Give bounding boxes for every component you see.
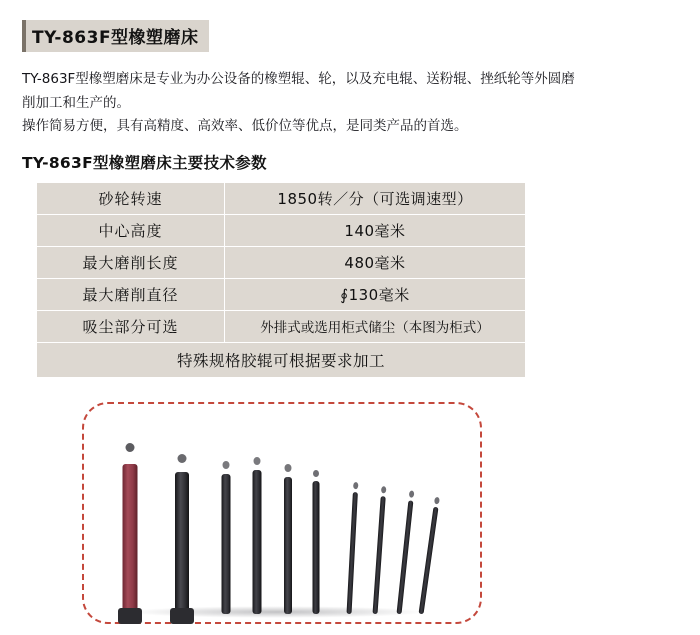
spec-value: 480毫米 [225, 246, 526, 278]
roller-dark-4 [310, 474, 322, 614]
spec-label: 砂轮转速 [37, 182, 225, 214]
table-row [37, 342, 526, 377]
spec-value: 140毫米 [225, 214, 526, 246]
table-row [37, 310, 526, 342]
roller-dark-3 [281, 469, 294, 614]
roller-thin-2 [370, 490, 389, 614]
table-row [37, 214, 526, 246]
spec-value: 外排式或选用柜式储尘（本图为柜式） [225, 310, 526, 342]
page-title-text: TY-863F型橡塑磨床 [32, 28, 199, 48]
roller-group [82, 402, 482, 624]
spec-table [36, 182, 526, 378]
table-row [37, 182, 526, 214]
table-row [37, 278, 526, 310]
roller-dark-large [172, 459, 192, 614]
page-title [22, 20, 209, 52]
product-photo [22, 400, 682, 635]
table-row [37, 246, 526, 278]
intro-paragraphs [22, 68, 678, 139]
spec-label: 吸尘部分可选 [37, 310, 225, 342]
roller-dark-2 [250, 462, 264, 614]
roller-thin-3 [394, 494, 416, 614]
spec-value: ∮130毫米 [225, 278, 526, 310]
spec-label: 中心高度 [37, 214, 225, 246]
roller-thin-4 [416, 500, 442, 614]
spec-label: 最大磨削直径 [37, 278, 225, 310]
intro-line-3: 操作简易方便，具有高精度、高效率、低价位等优点，是同类产品的首选。 [22, 118, 468, 135]
spec-footer-note: 特殊规格胶辊可根据要求加工 [37, 342, 526, 377]
intro-line-1: TY-863F型橡塑磨床是专业为办公设备的橡塑辊、轮，以及充电辊、送粉辊、挫纸轮等外圆磨 [22, 71, 575, 87]
roller-red-large [120, 449, 140, 614]
spec-label: 最大磨削长度 [37, 246, 225, 278]
roller-thin-1 [344, 486, 361, 614]
intro-line-2: 削加工和生产的。 [22, 94, 130, 111]
spec-value: 1850转／分（可选调速型） [225, 182, 526, 214]
section-heading: TY-863F型橡塑磨床主要技术参数 [22, 153, 267, 172]
roller-dark-1 [219, 466, 233, 614]
